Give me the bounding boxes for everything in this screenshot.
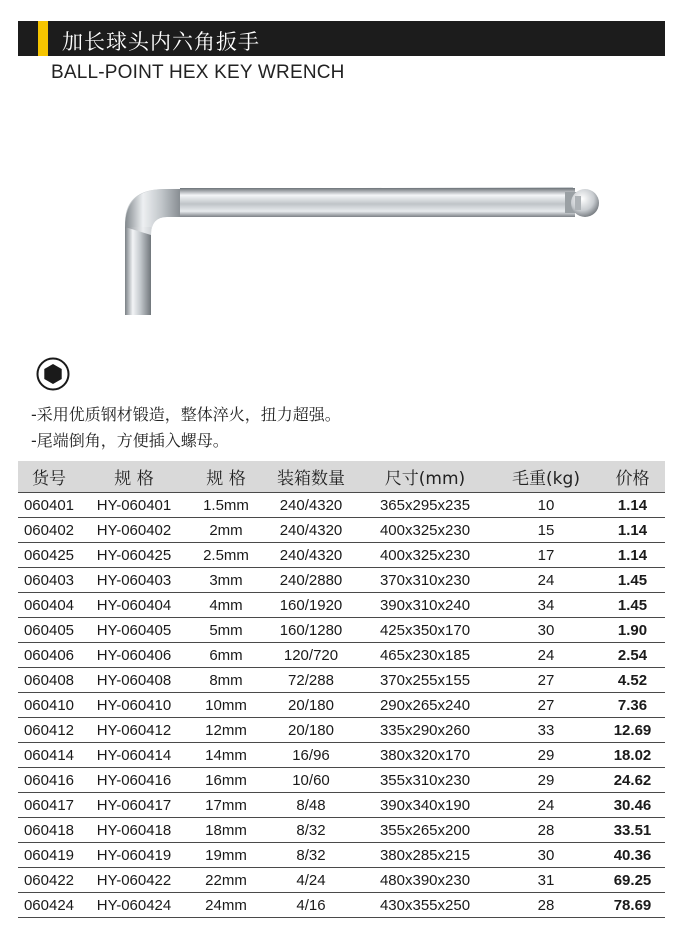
- cell-weight: 27: [492, 693, 600, 718]
- cell-model: HY-060408: [80, 668, 188, 693]
- cell-item-no: 060412: [18, 718, 80, 743]
- col-size: 规 格: [188, 461, 264, 493]
- cell-item-no: 060414: [18, 743, 80, 768]
- cell-size: 22mm: [188, 868, 264, 893]
- table-row: [18, 618, 665, 643]
- cell-item-no: 060408: [18, 668, 80, 693]
- cell-weight: 24: [492, 793, 600, 818]
- cell-size: 3mm: [188, 568, 264, 593]
- cell-model: HY-060402: [80, 518, 188, 543]
- cell-weight: 29: [492, 768, 600, 793]
- cell-dimensions: 400x325x230: [358, 518, 492, 543]
- table-row: [18, 793, 665, 818]
- cell-price: 30.46: [600, 793, 665, 818]
- table-row: [18, 743, 665, 768]
- cell-weight: 28: [492, 818, 600, 843]
- cell-packing: 240/4320: [264, 493, 358, 518]
- cell-packing: 240/4320: [264, 518, 358, 543]
- cell-dimensions: 335x290x260: [358, 718, 492, 743]
- cell-packing: 8/48: [264, 793, 358, 818]
- cell-price: 69.25: [600, 868, 665, 893]
- cell-size: 17mm: [188, 793, 264, 818]
- cell-weight: 15: [492, 518, 600, 543]
- cell-model: HY-060403: [80, 568, 188, 593]
- cell-item-no: 060405: [18, 618, 80, 643]
- table-header-row: [18, 461, 665, 493]
- cell-packing: 4/24: [264, 868, 358, 893]
- cell-size: 4mm: [188, 593, 264, 618]
- cell-model: HY-060404: [80, 593, 188, 618]
- cell-price: 18.02: [600, 743, 665, 768]
- table-row: [18, 893, 665, 918]
- cell-price: 12.69: [600, 718, 665, 743]
- cell-weight: 34: [492, 593, 600, 618]
- cell-packing: 120/720: [264, 643, 358, 668]
- table-row: [18, 843, 665, 868]
- cell-packing: 8/32: [264, 818, 358, 843]
- cell-packing: 160/1920: [264, 593, 358, 618]
- cell-dimensions: 380x285x215: [358, 843, 492, 868]
- cell-size: 16mm: [188, 768, 264, 793]
- table-row: [18, 643, 665, 668]
- col-model: 规 格: [80, 461, 188, 493]
- cell-item-no: 060418: [18, 818, 80, 843]
- col-price: 价格: [600, 461, 665, 493]
- cell-item-no: 060402: [18, 518, 80, 543]
- cell-price: 7.36: [600, 693, 665, 718]
- cell-dimensions: 365x295x235: [358, 493, 492, 518]
- spec-table: [18, 461, 665, 918]
- cell-dimensions: 430x355x250: [358, 893, 492, 918]
- cell-packing: 20/180: [264, 693, 358, 718]
- cell-size: 6mm: [188, 643, 264, 668]
- table-row: [18, 543, 665, 568]
- cell-item-no: 060404: [18, 593, 80, 618]
- cell-price: 1.14: [600, 518, 665, 543]
- cell-price: 78.69: [600, 893, 665, 918]
- cell-item-no: 060406: [18, 643, 80, 668]
- cell-size: 2mm: [188, 518, 264, 543]
- cell-dimensions: 390x310x240: [358, 593, 492, 618]
- cell-weight: 29: [492, 743, 600, 768]
- cell-size: 5mm: [188, 618, 264, 643]
- cell-size: 24mm: [188, 893, 264, 918]
- cell-size: 12mm: [188, 718, 264, 743]
- cell-item-no: 060416: [18, 768, 80, 793]
- cell-price: 33.51: [600, 818, 665, 843]
- cell-model: HY-060424: [80, 893, 188, 918]
- table-row: [18, 668, 665, 693]
- cell-weight: 33: [492, 718, 600, 743]
- table-row: [18, 718, 665, 743]
- cell-packing: 10/60: [264, 768, 358, 793]
- cell-weight: 17: [492, 543, 600, 568]
- cell-price: 1.14: [600, 543, 665, 568]
- table-row: [18, 818, 665, 843]
- cell-weight: 27: [492, 668, 600, 693]
- col-dimensions: 尺寸(mm): [358, 461, 492, 493]
- cell-model: HY-060419: [80, 843, 188, 868]
- cell-weight: 24: [492, 568, 600, 593]
- cell-item-no: 060403: [18, 568, 80, 593]
- cell-price: 1.90: [600, 618, 665, 643]
- cell-dimensions: 355x310x230: [358, 768, 492, 793]
- cell-dimensions: 390x340x190: [358, 793, 492, 818]
- cell-item-no: 060417: [18, 793, 80, 818]
- cell-dimensions: 355x265x200: [358, 818, 492, 843]
- feature-item: -尾端倒角，方便插入螺母。: [31, 431, 229, 450]
- cell-size: 18mm: [188, 818, 264, 843]
- feature-list: [31, 402, 341, 454]
- cell-item-no: 060422: [18, 868, 80, 893]
- table-row: [18, 868, 665, 893]
- cell-dimensions: 370x310x230: [358, 568, 492, 593]
- page-subtitle: BALL-POINT HEX KEY WRENCH: [51, 62, 345, 83]
- title-bar: [18, 21, 665, 56]
- cell-size: 19mm: [188, 843, 264, 868]
- col-packing: 装箱数量: [264, 461, 358, 493]
- cell-price: 4.52: [600, 668, 665, 693]
- cell-item-no: 060425: [18, 543, 80, 568]
- cell-dimensions: 370x255x155: [358, 668, 492, 693]
- cell-dimensions: 290x265x240: [358, 693, 492, 718]
- title-accent: [38, 21, 48, 56]
- table-row: [18, 493, 665, 518]
- cell-weight: 31: [492, 868, 600, 893]
- cell-model: HY-060401: [80, 493, 188, 518]
- cell-price: 2.54: [600, 643, 665, 668]
- cell-price: 24.62: [600, 768, 665, 793]
- cell-dimensions: 380x320x170: [358, 743, 492, 768]
- cell-item-no: 060419: [18, 843, 80, 868]
- cell-dimensions: 480x390x230: [358, 868, 492, 893]
- cell-weight: 10: [492, 493, 600, 518]
- cell-size: 1.5mm: [188, 493, 264, 518]
- table-row: [18, 768, 665, 793]
- col-item-no: 货号: [18, 461, 80, 493]
- feature-item: -采用优质钢材锻造，整体淬火，扭力超强。: [31, 405, 341, 424]
- cell-dimensions: 425x350x170: [358, 618, 492, 643]
- table-row: [18, 518, 665, 543]
- hexagon-icon: [36, 357, 70, 391]
- table-row: [18, 693, 665, 718]
- cell-size: 2.5mm: [188, 543, 264, 568]
- cell-packing: 72/288: [264, 668, 358, 693]
- cell-price: 1.45: [600, 593, 665, 618]
- cell-packing: 240/2880: [264, 568, 358, 593]
- cell-weight: 30: [492, 618, 600, 643]
- cell-model: HY-060422: [80, 868, 188, 893]
- cell-model: HY-060417: [80, 793, 188, 818]
- hex-key-wrench-icon: [95, 165, 605, 325]
- cell-weight: 28: [492, 893, 600, 918]
- cell-dimensions: 465x230x185: [358, 643, 492, 668]
- cell-model: HY-060416: [80, 768, 188, 793]
- cell-price: 1.14: [600, 493, 665, 518]
- cell-packing: 16/96: [264, 743, 358, 768]
- cell-packing: 160/1280: [264, 618, 358, 643]
- cell-packing: 20/180: [264, 718, 358, 743]
- cell-model: HY-060412: [80, 718, 188, 743]
- cell-model: HY-060410: [80, 693, 188, 718]
- table-row: [18, 568, 665, 593]
- cell-size: 14mm: [188, 743, 264, 768]
- cell-weight: 30: [492, 843, 600, 868]
- cell-weight: 24: [492, 643, 600, 668]
- cell-size: 8mm: [188, 668, 264, 693]
- cell-item-no: 060410: [18, 693, 80, 718]
- cell-model: HY-060405: [80, 618, 188, 643]
- cell-dimensions: 400x325x230: [358, 543, 492, 568]
- cell-model: HY-060425: [80, 543, 188, 568]
- cell-model: HY-060418: [80, 818, 188, 843]
- cell-packing: 4/16: [264, 893, 358, 918]
- page-title: 加长球头内六角扳手: [62, 30, 260, 54]
- cell-item-no: 060401: [18, 493, 80, 518]
- cell-packing: 240/4320: [264, 543, 358, 568]
- cell-item-no: 060424: [18, 893, 80, 918]
- col-weight: 毛重(kg): [492, 461, 600, 493]
- table-row: [18, 593, 665, 618]
- cell-model: HY-060406: [80, 643, 188, 668]
- cell-model: HY-060414: [80, 743, 188, 768]
- cell-price: 40.36: [600, 843, 665, 868]
- cell-packing: 8/32: [264, 843, 358, 868]
- cell-price: 1.45: [600, 568, 665, 593]
- cell-size: 10mm: [188, 693, 264, 718]
